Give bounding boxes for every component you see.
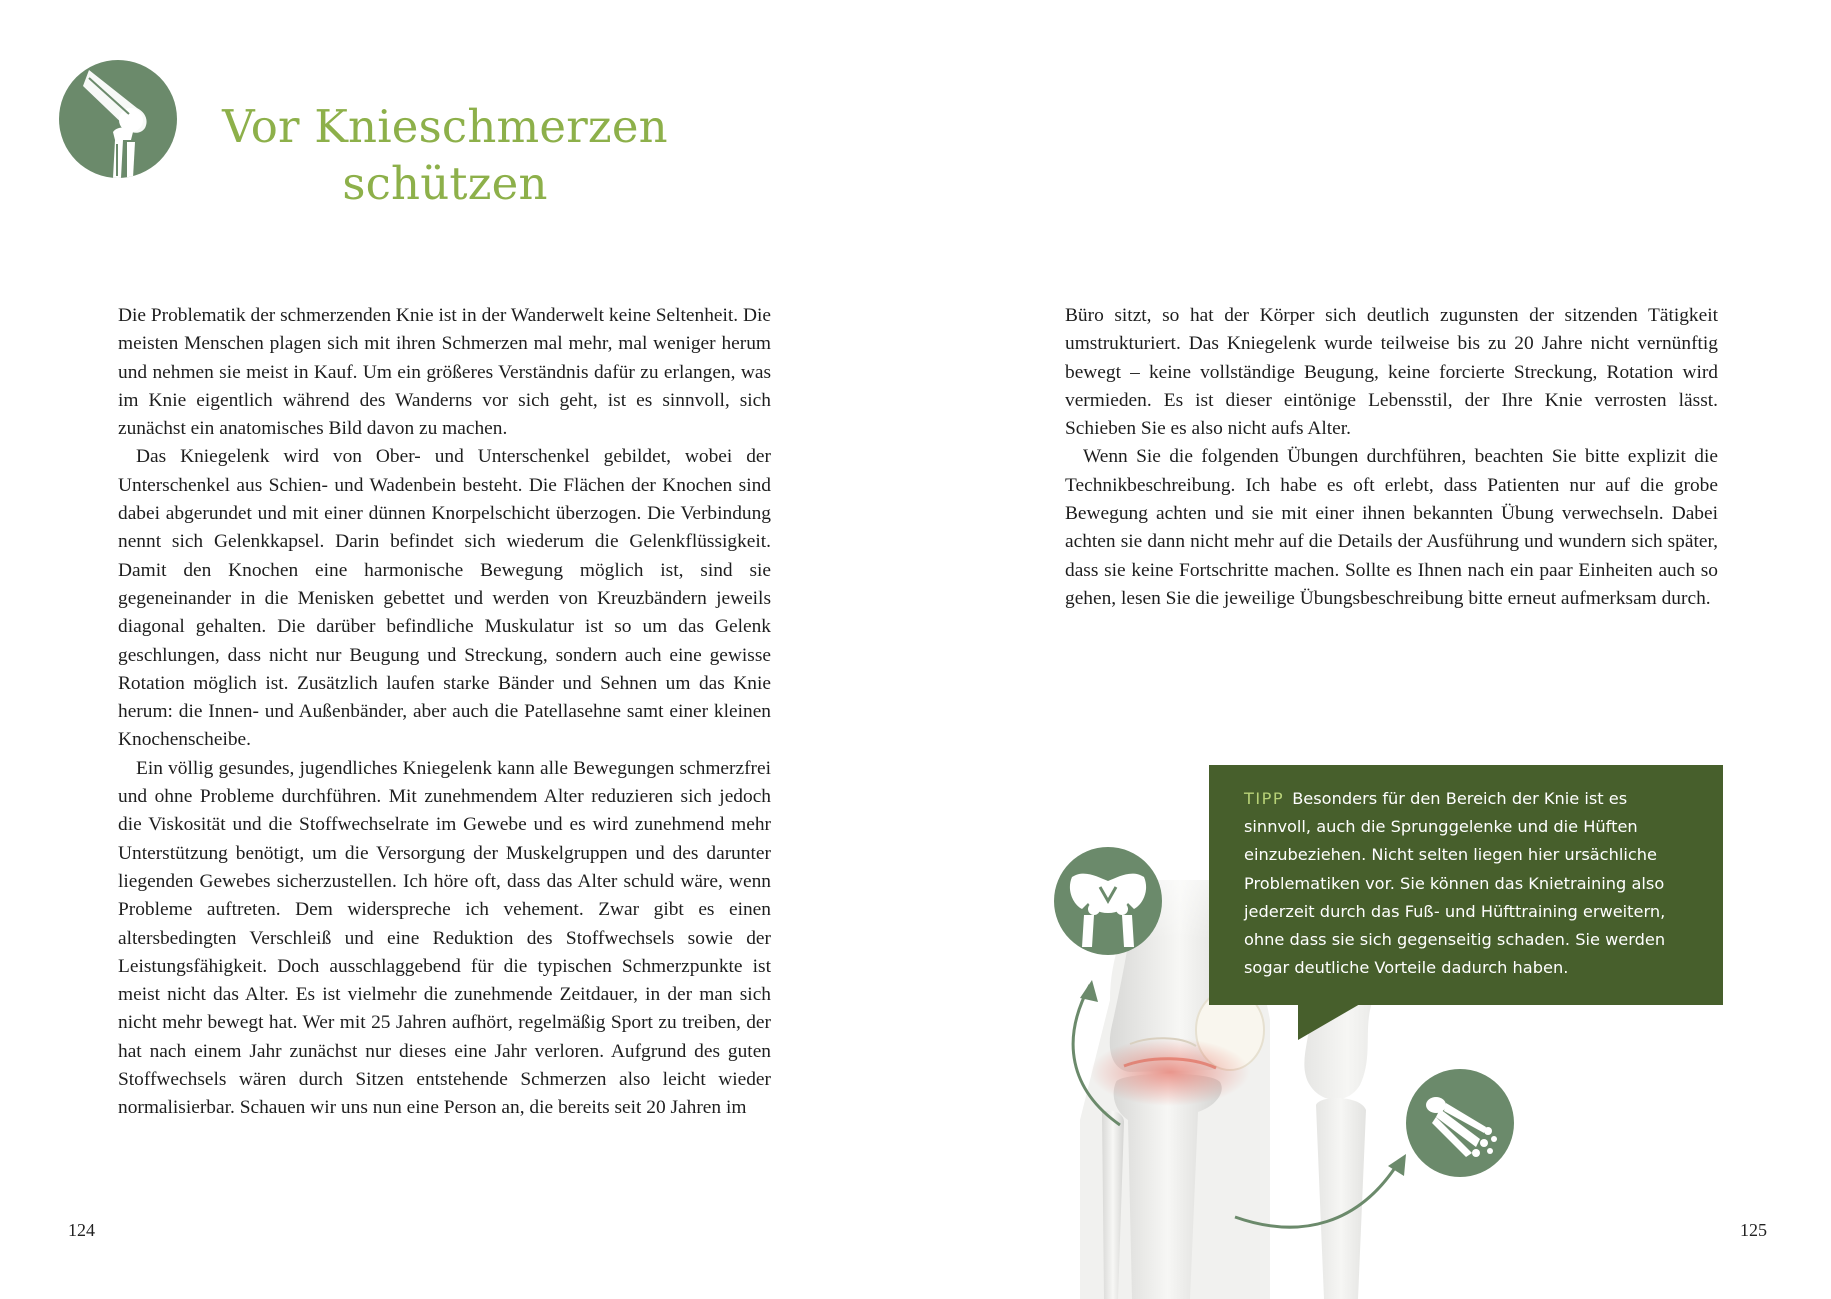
tip-text: Besonders für den Bereich der Knie ist es sinnvoll, auch die Sprunggelenke und die Hüften einzubeziehen. Nicht selten liegen hier ursächliche Problematiken vor. Sie können das Knietraining also jederzeit durch das Fuß- und Hüfttraining erweitern, ohne dass sie sich gegenseitig schaden. Sie werden sogar deutliche Vorteile dadurch haben. (1244, 789, 1666, 978)
chapter-title-line-2: schützen (342, 157, 548, 210)
right-text-column (1065, 302, 1718, 613)
chapter-title (210, 98, 680, 212)
chapter-title-line-1: Vor Knieschmerzen (222, 100, 668, 153)
paragraph: Das Kniegelenk wird von Ober- und Unterschenkel gebildet, wobei der Unterschenkel aus Schien- und Wadenbein besteht. Die Flächen der Knochen sind dabei abgerundet und mit einer dünnen Knorpelschicht überzogen. Die Verbindung nennt sich Gelenkkapsel. Darin befindet sich wiederum die Gelenkflüssigkeit. Damit den Knochen eine harmonische Bewegung möglich ist, sind sie gegeneinander in die Menisken gebettet und werden von Kreuzbändern jeweils diagonal gehalten. Die darüber befindliche Muskulatur ist so um das Gelenk geschlungen, dass nicht nur Beugung und Streckung, sondern auch eine gewisse Rotation möglich ist. Zusätzlich laufen starke Bänder und Sehnen um das Knie herum: die Innen- und Außenbänder, aber auch die Patellasehne samt einer kleinen Knochenscheibe. (118, 446, 771, 751)
tip-label: TIPP (1244, 789, 1285, 808)
foot-icon (1406, 1069, 1514, 1177)
left-text-column (118, 302, 771, 1123)
knee-joint-icon (59, 60, 177, 178)
paragraph: Wenn Sie die folgenden Übungen durchführen, beachten Sie bitte explizit die Technikbeschreibung. Ich habe es oft erlebt, dass Patienten nur auf die grobe Bewegung achten und sie mit einer ihnen bekannten Übung verwechseln. Dabei achten sie dann nicht mehr auf die Details der Ausführung und wundern sich später, dass sie keine Fortschritte machen. Sollte es Ihnen nach ein paar Einheiten auch so gehen, lesen Sie die jeweilige Übungsbeschreibung bitte erneut aufmerksam durch. (1065, 446, 1718, 609)
page-number-right: 125 (1740, 1220, 1767, 1240)
tip-box-pointer (1298, 1004, 1360, 1040)
paragraph: Ein völlig gesundes, jugendliches Kniegelenk kann alle Bewegungen schmerzfrei und ohne Probleme durchführen. Mit zunehmendem Alter reduzieren sich jedoch die Viskosität und die Stoffwechselrate im Gewebe und es wird zunehmend mehr Unterstützung benötigt, um die Versorgung der Muskelgruppen und des darunter liegenden Gewebes sicherzustellen. Ich höre oft, dass das Alter schuld wäre, wenn Probleme auftreten. Dem widerspreche ich vehement. Zwar gibt es einen altersbedingten Verschleiß und eine Reduktion des Stoffwechsels sowie der Leistungsfähigkeit. Doch ausschlaggebend für die typischen Schmerzpunkte ist meist nicht das Alter. Es ist vielmehr die zunehmende Zeitdauer, in der man sich nicht mehr bewegt hat. Wer mit 25 Jahren aufhört, regelmäßig Sport zu treiben, der hat nach einem Jahr zunächst nur dieses eine Jahr verloren. Aufgrund des guten Stoffwechsels wären durch Sitzen entstehende Schmerzen also leicht wieder normalisierbar. Schauen wir uns nun eine Person an, die bereits seit 20 Jahren im (118, 757, 771, 1119)
hip-icon (1054, 847, 1162, 955)
paragraph: Die Problematik der schmerzenden Knie ist in der Wanderwelt keine Seltenheit. Die meisten Menschen plagen sich mit ihren Schmerzen mal mehr, mal weniger herum und nehmen sie meist in Kauf. Um ein größeres Verständnis dafür zu erlangen, was im Knie eigentlich während des Wanderns vor sich geht, ist es sinnvoll, sich zunächst ein anatomisches Bild davon zu machen. (118, 305, 771, 440)
paragraph: Büro sitzt, so hat der Körper sich deutlich zugunsten der sitzenden Tätigkeit umstrukturiert. Das Kniegelenk wurde teilweise bis zu 20 Jahre nicht vernünftig bewegt – keine vollständige Beugung, keine forcierte Streckung, Rotation wird vermieden. Es ist dieser eintönige Lebensstil, der Ihre Knie verrosten lässt. Schieben Sie es also nicht aufs Alter. (1065, 305, 1718, 440)
tip-box (1209, 765, 1723, 1005)
page-number-left: 124 (68, 1220, 95, 1240)
